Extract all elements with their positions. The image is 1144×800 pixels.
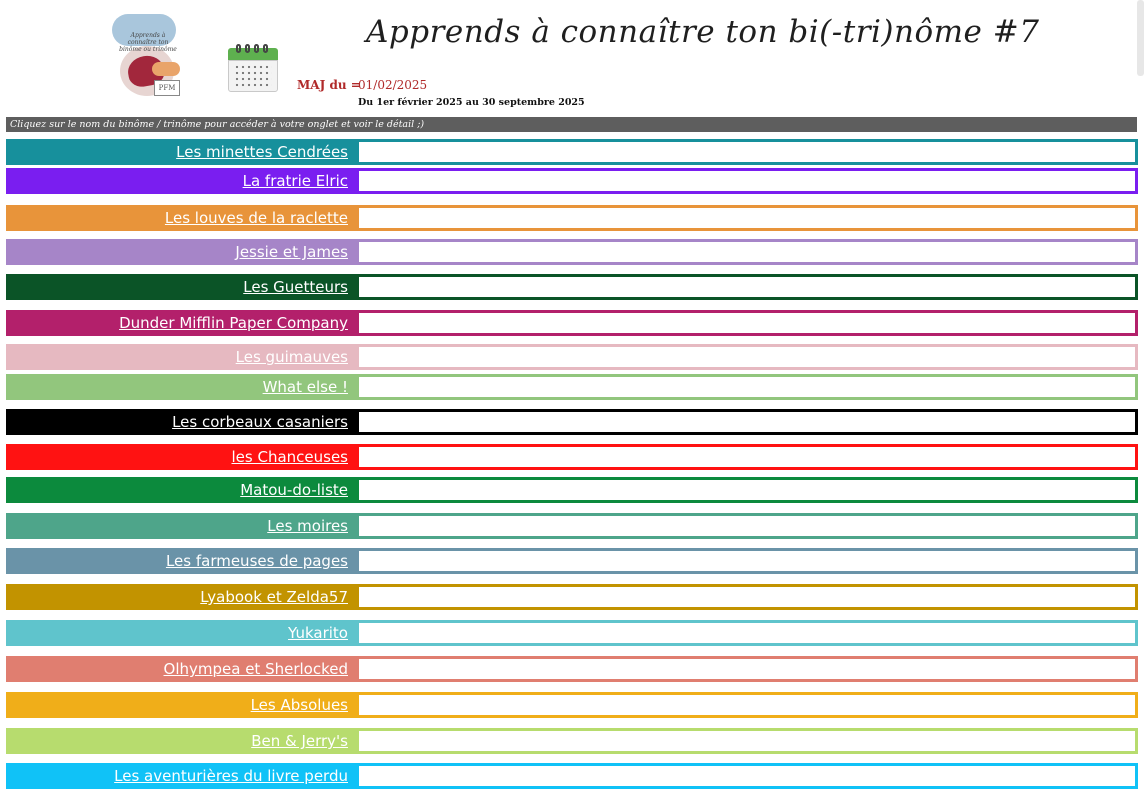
- team-detail-cell: [356, 344, 1138, 370]
- team-link[interactable]: What else !: [262, 378, 348, 396]
- team-link[interactable]: Les Absolues: [250, 696, 348, 714]
- team-detail-cell: [356, 274, 1138, 300]
- team-link[interactable]: Les moires: [267, 517, 348, 535]
- team-detail-cell: [356, 239, 1138, 265]
- team-link[interactable]: Olhympea et Sherlocked: [163, 660, 348, 678]
- team-name-cell: [6, 374, 356, 400]
- team-link[interactable]: Ben & Jerry's: [251, 732, 348, 750]
- team-link[interactable]: Matou-do-liste: [240, 481, 348, 499]
- team-row: [6, 344, 1138, 370]
- team-link[interactable]: Les guimauves: [235, 348, 348, 366]
- team-row: [6, 168, 1138, 194]
- team-row: [6, 409, 1138, 435]
- instruction-banner: Cliquez sur le nom du binôme / trinôme pour accéder à votre onglet et voir le détail ;): [6, 117, 1137, 132]
- team-detail-cell: [356, 728, 1138, 754]
- team-name-cell: [6, 513, 356, 539]
- team-name-cell: [6, 409, 356, 435]
- team-link[interactable]: La fratrie Elric: [242, 172, 348, 190]
- team-detail-cell: [356, 656, 1138, 682]
- team-name-cell: [6, 344, 356, 370]
- team-name-cell: [6, 656, 356, 682]
- team-link[interactable]: Jessie et James: [235, 243, 348, 261]
- team-link[interactable]: Les minettes Cendrées: [176, 143, 348, 161]
- team-row: [6, 656, 1138, 682]
- team-link[interactable]: les Chanceuses: [231, 448, 348, 466]
- team-name-cell: [6, 548, 356, 574]
- team-link[interactable]: Les Guetteurs: [243, 278, 348, 296]
- team-link[interactable]: Les corbeaux casaniers: [172, 413, 348, 431]
- vertical-scrollbar[interactable]: [1137, 0, 1144, 76]
- team-detail-cell: [356, 139, 1138, 165]
- team-list: [6, 0, 1138, 800]
- team-link[interactable]: Les louves de la raclette: [164, 209, 348, 227]
- team-row: [6, 274, 1138, 300]
- team-name-cell: [6, 728, 356, 754]
- team-name-cell: [6, 763, 356, 789]
- team-name-cell: [6, 239, 356, 265]
- team-row: [6, 239, 1138, 265]
- team-name-cell: [6, 444, 356, 470]
- team-detail-cell: [356, 444, 1138, 470]
- team-detail-cell: [356, 763, 1138, 789]
- team-row: [6, 763, 1138, 789]
- team-link[interactable]: Lyabook et Zelda57: [200, 588, 348, 606]
- team-name-cell: [6, 274, 356, 300]
- team-name-cell: [6, 139, 356, 165]
- team-detail-cell: [356, 513, 1138, 539]
- team-row: [6, 444, 1138, 470]
- logo-badge: PFM: [154, 80, 180, 96]
- team-name-cell: [6, 620, 356, 646]
- team-detail-cell: [356, 205, 1138, 231]
- team-link[interactable]: Yukarito: [288, 624, 348, 642]
- update-date: 01/02/2025: [358, 78, 428, 92]
- team-row: [6, 728, 1138, 754]
- team-detail-cell: [356, 374, 1138, 400]
- team-row: [6, 548, 1138, 574]
- team-detail-cell: [356, 584, 1138, 610]
- team-row: [6, 139, 1138, 165]
- team-link[interactable]: Les farmeuses de pages: [165, 552, 348, 570]
- team-name-cell: [6, 692, 356, 718]
- team-name-cell: [6, 310, 356, 336]
- page-title: Apprends à connaître ton bi(-tri)nôme #7: [366, 14, 1040, 50]
- logo-text: Apprends à connaître ton binôme ou trinôme: [119, 32, 177, 53]
- team-row: [6, 374, 1138, 400]
- team-detail-cell: [356, 409, 1138, 435]
- team-detail-cell: [356, 477, 1138, 503]
- team-row: [6, 310, 1138, 336]
- team-row: [6, 205, 1138, 231]
- team-row: [6, 584, 1138, 610]
- team-detail-cell: [356, 692, 1138, 718]
- period-text: Du 1er février 2025 au 30 septembre 2025: [358, 97, 585, 108]
- team-detail-cell: [356, 168, 1138, 194]
- team-detail-cell: [356, 310, 1138, 336]
- team-name-cell: [6, 584, 356, 610]
- team-link[interactable]: Les aventurières du livre perdu: [114, 767, 348, 785]
- team-row: [6, 477, 1138, 503]
- team-row: [6, 692, 1138, 718]
- team-link[interactable]: Dunder Mifflin Paper Company: [119, 314, 348, 332]
- update-label: MAJ du =: [297, 78, 361, 92]
- team-detail-cell: [356, 620, 1138, 646]
- team-detail-cell: [356, 548, 1138, 574]
- team-name-cell: [6, 168, 356, 194]
- team-row: [6, 513, 1138, 539]
- team-row: [6, 620, 1138, 646]
- team-name-cell: [6, 477, 356, 503]
- team-name-cell: [6, 205, 356, 231]
